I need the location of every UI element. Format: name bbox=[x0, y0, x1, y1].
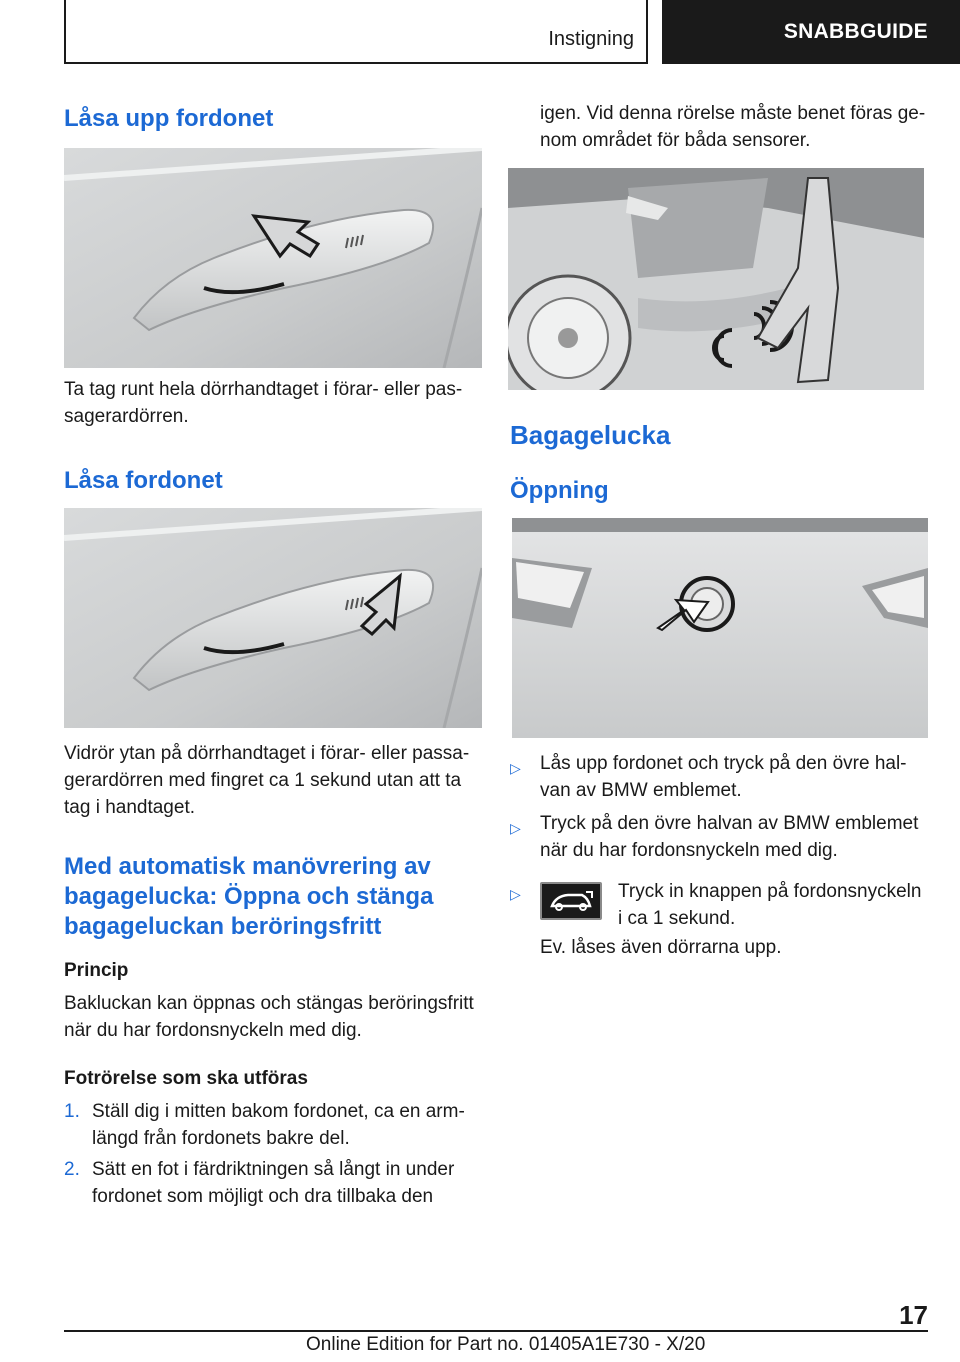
footer-edition-text: Online Edition for Part no. 01405A1E730 - X/20 bbox=[306, 1334, 706, 1355]
foot-movement-steps bbox=[64, 1098, 482, 1210]
text-unlock: Ta tag runt hela dörrhandtaget i förar- eller pas-sagerardörren. bbox=[64, 379, 463, 427]
step-item bbox=[64, 1156, 482, 1210]
bullet-text: Tryck på den övre halvan av BMW emblemet när du har fordonsnyckeln med dig. bbox=[540, 813, 919, 861]
bullet-marker: ▷ bbox=[510, 886, 521, 902]
door-handle-lock-illustration bbox=[64, 508, 482, 728]
bullet-text: Lås upp fordonet och tryck på den övre hal-van av BMW emblemet. bbox=[540, 753, 907, 801]
step-number: 1. bbox=[64, 1101, 80, 1122]
heading-automatic-tailgate: Med automatisk manövrering av bagagelucka: Öppna och stänga bagageluckan beröringsfritt bbox=[64, 853, 434, 940]
foot-sensor-illustration bbox=[508, 168, 924, 390]
text-principle: Bakluckan kan öppnas och stängas beröringsfritt när du har fordonsnyckeln med dig. bbox=[64, 993, 474, 1041]
heading-trunk: Bagagelucka bbox=[510, 420, 671, 450]
text-lock: Vidrör ytan på dörrhandtaget i förar- eller passa-gerardörren med fingret ca 1 sekund utan att ta tag i handtaget. bbox=[64, 743, 470, 818]
bullet-item bbox=[510, 750, 928, 804]
heading-opening: Öppning bbox=[510, 477, 609, 504]
tailgate-emblem-illustration bbox=[512, 518, 928, 738]
bullet-marker: ▷ bbox=[510, 760, 521, 776]
heading-unlock: Låsa upp fordonet bbox=[64, 105, 274, 132]
header-tab: SNABBGUIDE bbox=[662, 0, 960, 64]
page-number: 17 bbox=[899, 1300, 928, 1330]
heading-lock: Låsa fordonet bbox=[64, 467, 223, 494]
heading-principle: Princip bbox=[64, 960, 129, 981]
door-handle-unlock-illustration bbox=[64, 148, 482, 368]
text-key-press: Tryck in knappen på fordonsnyckeln i ca 1 sekund. bbox=[618, 881, 922, 929]
heading-foot-movement: Fotrörelse som ska utföras bbox=[64, 1068, 308, 1089]
header-section-title: Instigning bbox=[548, 28, 634, 50]
bullet-item bbox=[510, 810, 928, 864]
footer-rule bbox=[64, 1330, 928, 1332]
step-text: Ställ dig i mitten bakom fordonet, ca en arm-längd från fordonets bakre del. bbox=[92, 1101, 465, 1149]
bullet-marker: ▷ bbox=[510, 820, 521, 836]
step-number: 2. bbox=[64, 1159, 80, 1180]
key-fob-trunk-icon bbox=[540, 882, 602, 920]
step-item bbox=[64, 1098, 482, 1152]
text-doors-note: Ev. låses även dörrarna upp. bbox=[540, 937, 782, 958]
opening-bullets bbox=[510, 750, 928, 864]
step-text: Sätt en fot i färdriktningen så långt in under fordonet som möjligt och dra tillbaka den bbox=[92, 1159, 455, 1207]
text-continued: igen. Vid denna rörelse måste benet föras ge-nom området för båda sensorer. bbox=[540, 103, 926, 151]
